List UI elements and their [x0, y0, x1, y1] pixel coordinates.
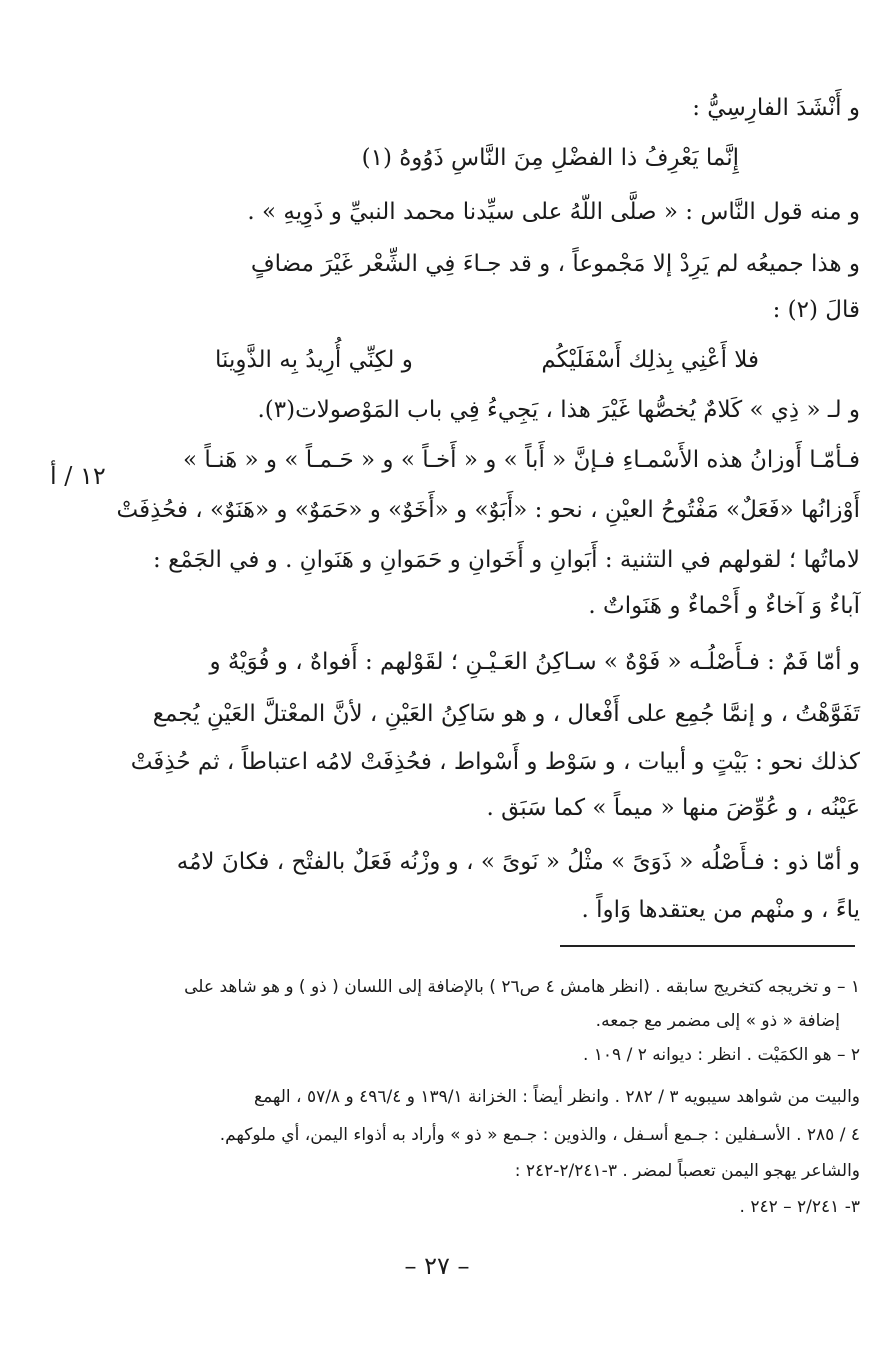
- footnote-line: ٤ / ٢٨٥ . الأسـفلين : جـمع أسـفل ، والذوين : جـمع « ذو » وأراد به أذواء اليمن، أي ملوكهم.: [219, 1125, 860, 1145]
- text-line: عَيْنُه ، و عُوِّضَ منها « ميماً » كما سَبَق .: [486, 795, 860, 821]
- text-line: و منه قول النَّاس : « صلَّى اللّهُ على سيِّدنا محمد النبيِّ و ذَوِيهِ » .: [247, 199, 860, 225]
- folio-marker: ١٢ / أ: [50, 462, 106, 490]
- text-line: و لـ « ذِي » كَلامٌ يُخصُّها غَيْرَ هذا ، يَجِيءُ فِي باب المَوْصولات(٣).: [257, 397, 860, 423]
- footnote-line: ١ – و تخريجه كتخريج سابقه . (انظر هامش ٤ ص٢٦ ) بالإضافة إلى اللسان ( ذو ) و هو شاهد على: [184, 977, 860, 997]
- text-line: قالَ (٢) :: [772, 297, 860, 323]
- text-line: و أمّا فَمٌ : فـأَصْلُـه « فَوْهٌ » سـاكِنُ العَـيْـنِ ؛ لقَوْلهم : أَفواهٌ ، و فُوَيْهٌ و: [209, 649, 860, 675]
- text-line: أَوْزانُها «فَعَلٌ» مَفْتُوحُ العيْنِ ، نحو : «أَبَوٌ» و «أَخَوٌ» و «حَمَوٌ» و «هَنَوٌ» ، فحُذِفَتْ: [116, 497, 860, 523]
- footnote-line: ٣- ٢/٢٤١ – ٢٤٢ .: [739, 1197, 860, 1217]
- verse-hemistich-left: و لكِنِّي أُرِيدُ بِه الذَّوِينَا: [215, 347, 413, 373]
- text-line: آباءٌ وَ آخاءٌ و أَحْماءٌ و هَنَواتٌ .: [588, 593, 860, 619]
- text-line: كذلك نحو : بَيْتٍ و أبيات ، و سَوْط و أَسْواط ، فحُذِفَتْ لامُه اعتباطاً ، ثم حُذِفَتْ: [130, 749, 860, 775]
- footnote-line: والبيت من شواهد سيبويه ٣ / ٢٨٢ . وانظر أيضاً : الخزانة ١٣٩/١ و ٤٩٦/٤ و ٥٧/٨ ، الهمع: [254, 1087, 860, 1107]
- text-line: فـأمّـا أَوزانُ هذه الأَسْمـاءِ فـإنَّ « أَباً » و « أَخـاً » و « حَـمـاً » و « هَنـاً »: [183, 447, 860, 473]
- text-line: تَفَوَّهْتُ ، و إنمَّا جُمِع على أَفْعال ، و هو سَاكِنُ العَيْنِ ، لأنَّ المعْتلَّ العَيْنِ يُجمع: [152, 701, 860, 727]
- text-line: و هذا جميعُه لم يَرِدْ إلا مَجْموعاً ، و قد جـاءَ فِي الشِّعْر غَيْرَ مضافٍ: [250, 251, 860, 277]
- footnote-line: ٢ – هو الكمَيْت . انظر : ديوانه ٢ / ١٠٩ .: [582, 1045, 860, 1065]
- footnote-divider: [560, 945, 855, 947]
- text-line: و أَنْشَدَ الفارِسِيُّ :: [692, 95, 860, 121]
- text-line: و أمّا ذو : فـأَصْلُه « ذَوَىً » مثْلُ « نَوىً » ، و وزْنُه فَعَلٌ بالفتْح ، فكانَ لامُه: [176, 849, 860, 875]
- verse-line: إِنَّما يَعْرِفُ ذا الفضْلِ مِنَ النَّاسِ ذَوُوهُ (١): [361, 145, 739, 171]
- text-line: ياءً ، و منْهم من يعتقدها وَاواً .: [581, 897, 860, 923]
- footnote-line: والشاعر يهجو اليمن تعصباً لمضر . ٣-٢/٢٤١-٢٤٢ :: [514, 1161, 860, 1181]
- footnote-line: إضافة « ذو » إلى مضمر مع جمعه.: [595, 1011, 840, 1031]
- page-number: – ٢٧ –: [404, 1252, 470, 1280]
- verse-hemistich-right: فلا أَعْنِي بِذلِك أَسْفَلَيْكُم: [541, 347, 759, 373]
- text-line: لاماتُها ؛ لقولهم في التثنية : أَبَوانِ و أَخَوانِ و حَمَوانِ و هَنَوانِ . و في الجَمْع :: [153, 547, 860, 573]
